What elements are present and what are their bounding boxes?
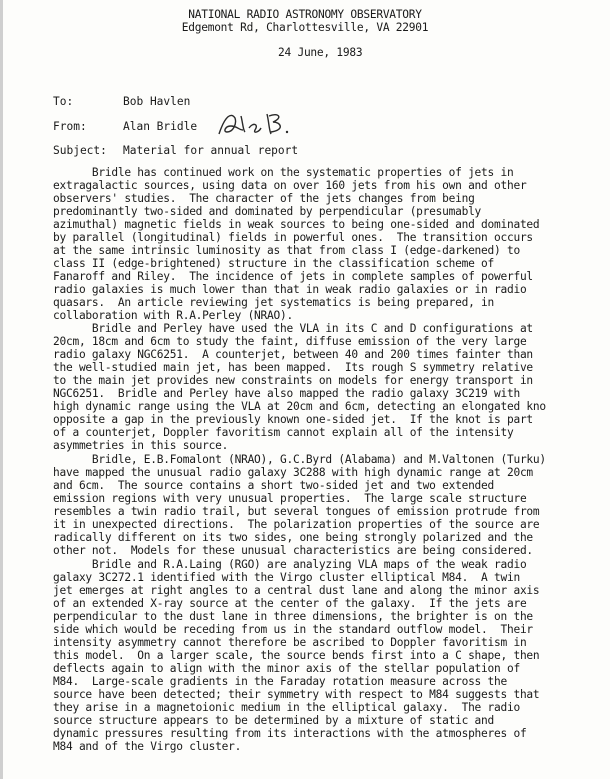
text-line: asymmetries in this source. (53, 439, 229, 452)
text-line: high dynamic range using the VLA at 20cm and 6cm, detecting an elongated kno (53, 400, 546, 413)
subject-value: Material for annual report (123, 144, 299, 157)
text-line: deflects again to align with the minor axis of the stellar population of (53, 662, 520, 675)
text-line: opposite a gap in the previously known one-sided jet. If the knot is part (53, 413, 533, 426)
from-value: Alan Bridle (123, 120, 198, 133)
text-line: perpendicular to the dust lane in three dimensions, the brighter is on the (53, 610, 533, 623)
text-line: to the main jet provides new constraints on models for energy transport in (53, 374, 533, 387)
text-line: jet emerges at right angles to a central dust lane and along the minor axis (53, 584, 540, 597)
text-line: dynamic pressures resulting from its interactions with the atmospheres of (53, 727, 527, 740)
text-line: resembles a twin radio trail, but several tongues of emission protrude from (53, 505, 540, 518)
text-line: M84. Large-scale gradients in the Faraday rotation measure across the (53, 675, 507, 688)
text-line: NGC6251. Bridle and Perley have also mapped the radio galaxy 3C219 with (53, 387, 520, 400)
text-line: at the same intrinsic luminosity as that from class I (edge-darkened) to (53, 244, 520, 257)
text-line: Bridle and R.A.Laing (RGO) are analyzing VLA maps of the weak radio (53, 558, 527, 571)
text-line: Bridle, E.B.Fomalont (NRAO), G.C.Byrd (Alabama) and M.Valtonen (Turku) (53, 453, 546, 466)
text-line: intensity asymmetry cannot therefore be ascribed to Doppler favoritism in (53, 636, 527, 649)
memo-date: 24 June, 1983 (278, 46, 363, 59)
text-line: Fanaroff and Riley. The incidence of jets in complete samples of powerful (53, 270, 533, 283)
text-line: galaxy 3C272.1 identified with the Virgo cluster elliptical M84. A twin (53, 571, 520, 584)
page-edge (0, 0, 3, 779)
text-line: azimuthal) magnetic fields in weak sources to being one-sided and dominated (53, 218, 540, 231)
text-line: radically different on its two sides, one being strongly polarized and the (53, 531, 533, 544)
text-line: source have been detected; their symmetry with respect to M84 suggests that (53, 688, 540, 701)
text-line: of an extended X-ray source at the center of the galaxy. If the jets are (53, 597, 527, 610)
from-label: From: (53, 120, 87, 133)
text-line: Bridle has continued work on the systematic properties of jets in (53, 166, 514, 179)
subject-label: Subject: (53, 144, 107, 157)
handwritten-signature (215, 110, 295, 140)
text-line: source structure appears to be determined by a mixture of static and (53, 714, 495, 727)
to-label: To: (53, 95, 74, 108)
text-line: and 6cm. The source contains a short two-sided jet and two extended (53, 479, 495, 492)
text-line: the well-studied main jet, has been mapped. Its rough S symmetry relative (53, 361, 533, 374)
text-line: radio galaxy NGC6251. A counterjet, between 40 and 200 times fainter than (53, 348, 533, 361)
text-line: quasars. An article reviewing jet systematics is being prepared, in (53, 296, 495, 309)
text-line: extragalactic sources, using data on over 160 jets from his own and other (53, 179, 527, 192)
org-address: Edgemont Rd, Charlottesville, VA 22901 (181, 21, 429, 34)
org-name: NATIONAL RADIO ASTRONOMY OBSERVATORY (188, 8, 422, 21)
text-line: observers' studies. The character of the jets changes from being (53, 192, 475, 205)
text-line: collaboration with R.A.Perley (NRAO). (53, 309, 293, 322)
text-line: 20cm, 18cm and 6cm to study the faint, diffuse emission of the very large (53, 335, 527, 348)
text-line: other not. Models for these unusual characteristics are being considered. (53, 544, 533, 557)
text-line: class II (edge-brightened) structure in the classification scheme of (53, 257, 495, 270)
text-line: predominantly two-sided and dominated by perpendicular (presumably (53, 205, 482, 218)
text-line: have mapped the unusual radio galaxy 3C288 with high dynamic range at 20cm (53, 466, 533, 479)
text-line: of a counterjet, Doppler favoritism cannot explain all of the intensity (53, 426, 514, 439)
text-line: by parallel (longitudinal) fields in powerful ones. The transition occurs (53, 231, 533, 244)
text-line: it in unexpected directions. The polarization properties of the source are (53, 518, 540, 531)
to-value: Bob Havlen (123, 95, 191, 108)
text-line: emission regions with very unusual properties. The large scale structure (53, 492, 527, 505)
text-line: Bridle and Perley have used the VLA in its C and D configurations at (53, 322, 533, 335)
text-line: radio galaxies is much lower than that in weak radio galaxies or in radio (53, 283, 527, 296)
text-line: M84 and of the Virgo cluster. (53, 740, 242, 753)
text-line: side which would be receding from us in the standard outflow model. Their (53, 623, 533, 636)
text-line: they arise in a magnetoionic medium in the elliptical galaxy. The radio (53, 701, 520, 714)
text-line: this model. On a larger scale, the source bends first into a C shape, then (53, 649, 540, 662)
